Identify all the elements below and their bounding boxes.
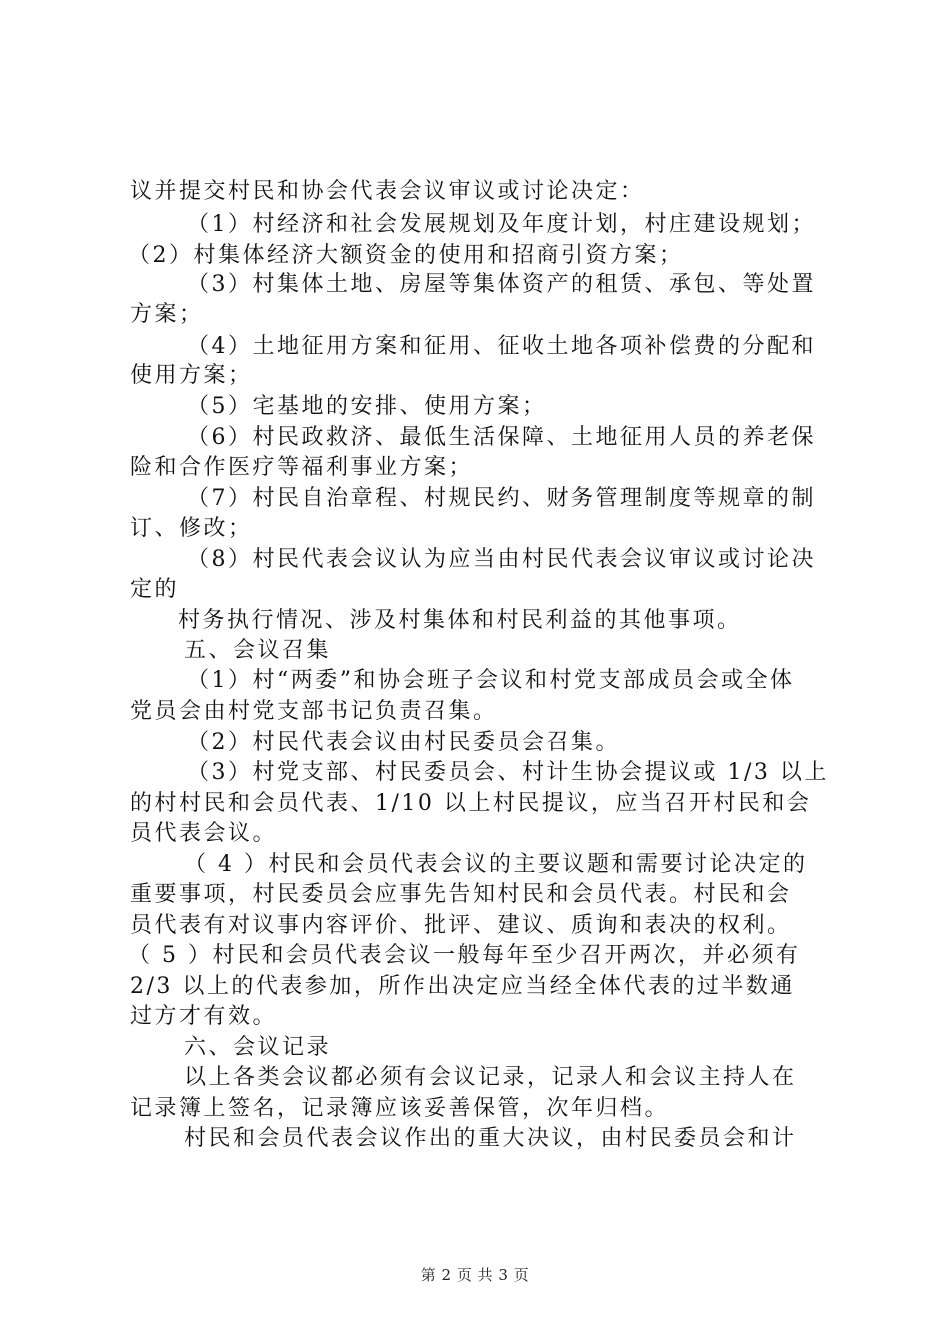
text-line: 员代表会议。 [130,821,278,846]
text-line: 的村村民和会员代表、1/10 以上村民提议，应当召开村民和会 [130,791,812,816]
page-number-footer: 第 2 页 共 3 页 [420,1266,530,1284]
text-line: （2）村集体经济大额资金的使用和招商引资方案； [128,243,684,268]
text-line: 定的 [130,577,180,602]
text-line: 员代表有对议事内容评价、批评、建议、质询和表决的权利。 [130,913,792,938]
text-line: 党员会由村党支部书记负责召集。 [130,699,498,724]
text-line: 村民和会员代表会议作出的重大决议，由村民委员会和计 [184,1126,797,1151]
text-line: 过方才有效。 [130,1004,278,1029]
text-line: 险和合作医疗等福利事业方案； [130,455,474,480]
text-line: 议并提交村民和协会代表会议审议或讨论决定： [130,179,645,204]
section-heading: 六、会议记录 [184,1035,332,1060]
text-line: （8）村民代表会议认为应当由村民代表会议审议或讨论决 [187,547,816,572]
text-line: （7）村民自治章程、村规民约、财务管理制度等规章的制 [187,486,816,511]
text-line: （ 4 ）村民和会员代表会议的主要议题和需要讨论决定的 [184,852,808,877]
text-line: （1）村经济和社会发展规划及年度计划，村庄建设规划； [187,212,816,237]
text-line: （3）村党支部、村民委员会、村计生协会提议或 1/3 以上 [187,760,829,785]
text-line: （2）村民代表会议由村民委员会召集。 [187,730,620,755]
text-line: 订、修改； [130,516,253,541]
text-line: （3）村集体土地、房屋等集体资产的租赁、承包、等处置 [187,272,816,297]
text-line: 方案； [130,302,204,327]
text-line: （5）宅基地的安排、使用方案； [187,394,547,419]
text-line: 使用方案； [130,363,253,388]
text-line: （4）土地征用方案和征用、征收土地各项补偿费的分配和 [187,334,816,359]
text-line: （6）村民政救济、最低生活保障、土地征用人员的养老保 [187,425,816,450]
text-line: （1）村“两委”和协会班子会议和村党支部成员会或全体 [187,668,795,693]
text-line: 村务执行情况、涉及村集体和村民利益的其他事项。 [178,608,742,633]
section-heading: 五、会议召集 [184,638,332,663]
text-line: 以上各类会议都必须有会议记录，记录人和会议主持人在 [184,1065,797,1090]
text-line: （ 5 ）村民和会员代表会议一般每年至少召开两次，并必须有 [128,943,801,968]
text-line: 记录簿上签名，记录簿应该妥善保管，次年归档。 [130,1096,670,1121]
text-line: 重要事项，村民委员会应事先告知村民和会员代表。村民和会 [130,882,792,907]
text-line: 2/3 以上的代表参加，所作出决定应当经全体代表的过半数通 [130,974,795,999]
